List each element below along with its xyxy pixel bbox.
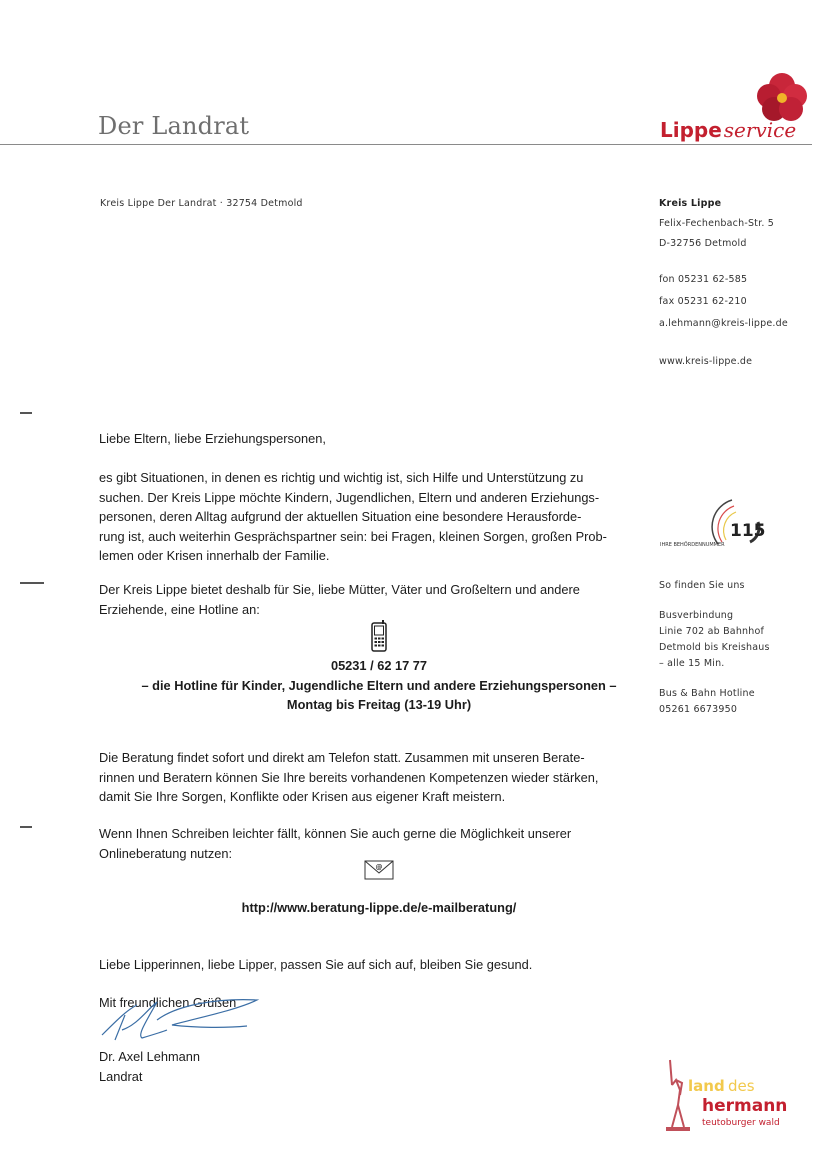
bus-line-2: Detmold bis Kreishaus xyxy=(659,642,770,653)
fold-mark-bottom xyxy=(20,826,32,828)
hotline-description: – die Hotline für Kinder, Jugendliche Eltern und andere Erziehungspersonen – xyxy=(141,677,617,693)
signer-title: Landrat xyxy=(99,1069,143,1084)
hermann-statue-icon xyxy=(660,1055,790,1135)
hotline-block xyxy=(99,620,659,715)
paragraph-1-line: es gibt Situationen, in denen es richtig und wichtig ist, sich Hilfe und Unterstützung zu xyxy=(99,470,584,485)
signer-name: Dr. Axel Lehmann xyxy=(99,1049,201,1064)
directions-heading: So finden Sie uns xyxy=(659,580,745,591)
logo-service-text: service xyxy=(723,118,797,142)
paragraph-3-line: Die Beratung findet sofort und direkt am Telefon statt. Zusammen mit unseren Berate- xyxy=(99,750,585,765)
contact-channels xyxy=(659,270,788,334)
contact-block xyxy=(659,194,774,254)
logo-des: des xyxy=(728,1077,755,1095)
arc-rings-icon xyxy=(660,492,770,552)
header-divider xyxy=(0,144,812,145)
bus-line-0: Busverbindung xyxy=(659,610,734,621)
logo-teutoburger: teutoburger wald xyxy=(702,1118,780,1128)
contact-city: D-32756 Detmold xyxy=(659,238,747,249)
punch-mark-center xyxy=(20,582,44,584)
contact-web[interactable]: www.kreis-lippe.de xyxy=(659,356,753,367)
contact-fax: fax 05231 62-210 xyxy=(659,296,747,307)
paragraph-2-line: Erziehende, eine Hotline an: xyxy=(99,601,260,617)
bus-line-3: – alle 15 Min. xyxy=(659,658,725,669)
paragraph-4 xyxy=(99,824,659,863)
hotline-hours: Montag bis Freitag (13-19 Uhr) xyxy=(286,697,472,712)
badge-115-number: 115 xyxy=(730,521,766,541)
paragraph-3-line: rinnen und Beratern können Sie Ihre bereits vorhandenen Kompetenzen wieder stärken, xyxy=(99,769,599,785)
logo-hermann: hermann xyxy=(702,1096,788,1116)
bahn-hotline-label: Bus & Bahn Hotline xyxy=(659,688,755,699)
paragraph-3 xyxy=(99,748,659,807)
salutation: Liebe Eltern, liebe Erziehungspersonen, xyxy=(99,431,326,446)
paragraph-1 xyxy=(99,468,659,566)
closing-line: Liebe Lipperinnen, liebe Lipper, passen Sie auf sich auf, bleiben Sie gesund. xyxy=(99,957,533,972)
bahn-hotline-number: 05261 6673950 xyxy=(659,704,738,715)
paragraph-2 xyxy=(99,580,659,619)
logo-lippe-text: Lippe xyxy=(660,118,722,142)
contact-org: Kreis Lippe xyxy=(659,198,722,209)
fold-mark-top xyxy=(20,412,32,414)
mobile-phone-icon xyxy=(371,620,387,652)
paragraph-4-line: Wenn Ihnen Schreiben leichter fällt, können Sie auch gerne die Möglichkeit unserer xyxy=(99,826,572,841)
land-des-hermann-logo xyxy=(660,1055,790,1135)
signature-icon xyxy=(97,990,267,1050)
paragraph-1-line: lemen oder Krisen innerhalb der Familie. xyxy=(99,548,330,563)
paragraph-2-line: Der Kreis Lippe bietet deshalb für Sie, liebe Mütter, Väter und Großeltern und andere xyxy=(99,582,580,597)
paragraph-1-line: personen, deren Alltag aufgrund der aktuellen Situation eine besondere Herausforde- xyxy=(99,509,582,524)
behoerdennummer-115-badge xyxy=(660,492,770,552)
lippeservice-logo xyxy=(660,118,796,142)
badge-115-caption: IHRE BEHÖRDENNUMMER xyxy=(660,542,725,548)
paragraph-3-line: damit Sie Ihre Sorgen, Konflikte oder Krisen aus eigener Kraft meistern. xyxy=(99,789,506,804)
paragraph-1-line: rung ist, auch weiterhin Gesprächspartner sein: bei Fragen, kleinen Sorgen, großen Prob- xyxy=(99,528,607,544)
directions-block xyxy=(659,578,770,718)
online-counseling-link[interactable]: http://www.beratung-lippe.de/e-mailberatung/ xyxy=(241,900,517,915)
paragraph-4-line: Onlineberatung nutzen: xyxy=(99,845,233,861)
poppy-flower-icon xyxy=(756,72,808,122)
contact-street: Felix-Fechenbach-Str. 5 xyxy=(659,218,775,229)
sender-address-line: Kreis Lippe Der Landrat · 32754 Detmold xyxy=(100,198,303,209)
paragraph-1-line: suchen. Der Kreis Lippe möchte Kindern, Jugendlichen, Eltern und anderen Erziehungs- xyxy=(99,489,600,505)
contact-phone: fon 05231 62-585 xyxy=(659,274,748,285)
contact-email[interactable]: a.lehmann@kreis-lippe.de xyxy=(659,318,788,329)
logo-land: land xyxy=(688,1077,725,1095)
bus-line-1: Linie 702 ab Bahnhof xyxy=(659,626,765,637)
greeting: Mit freundlichen Grüßen xyxy=(99,995,237,1010)
page-title: Der Landrat xyxy=(98,112,250,140)
svg-text:@: @ xyxy=(375,863,383,871)
online-block xyxy=(99,860,659,918)
hotline-number[interactable]: 05231 / 62 17 77 xyxy=(330,658,428,673)
email-envelope-icon xyxy=(364,860,394,880)
